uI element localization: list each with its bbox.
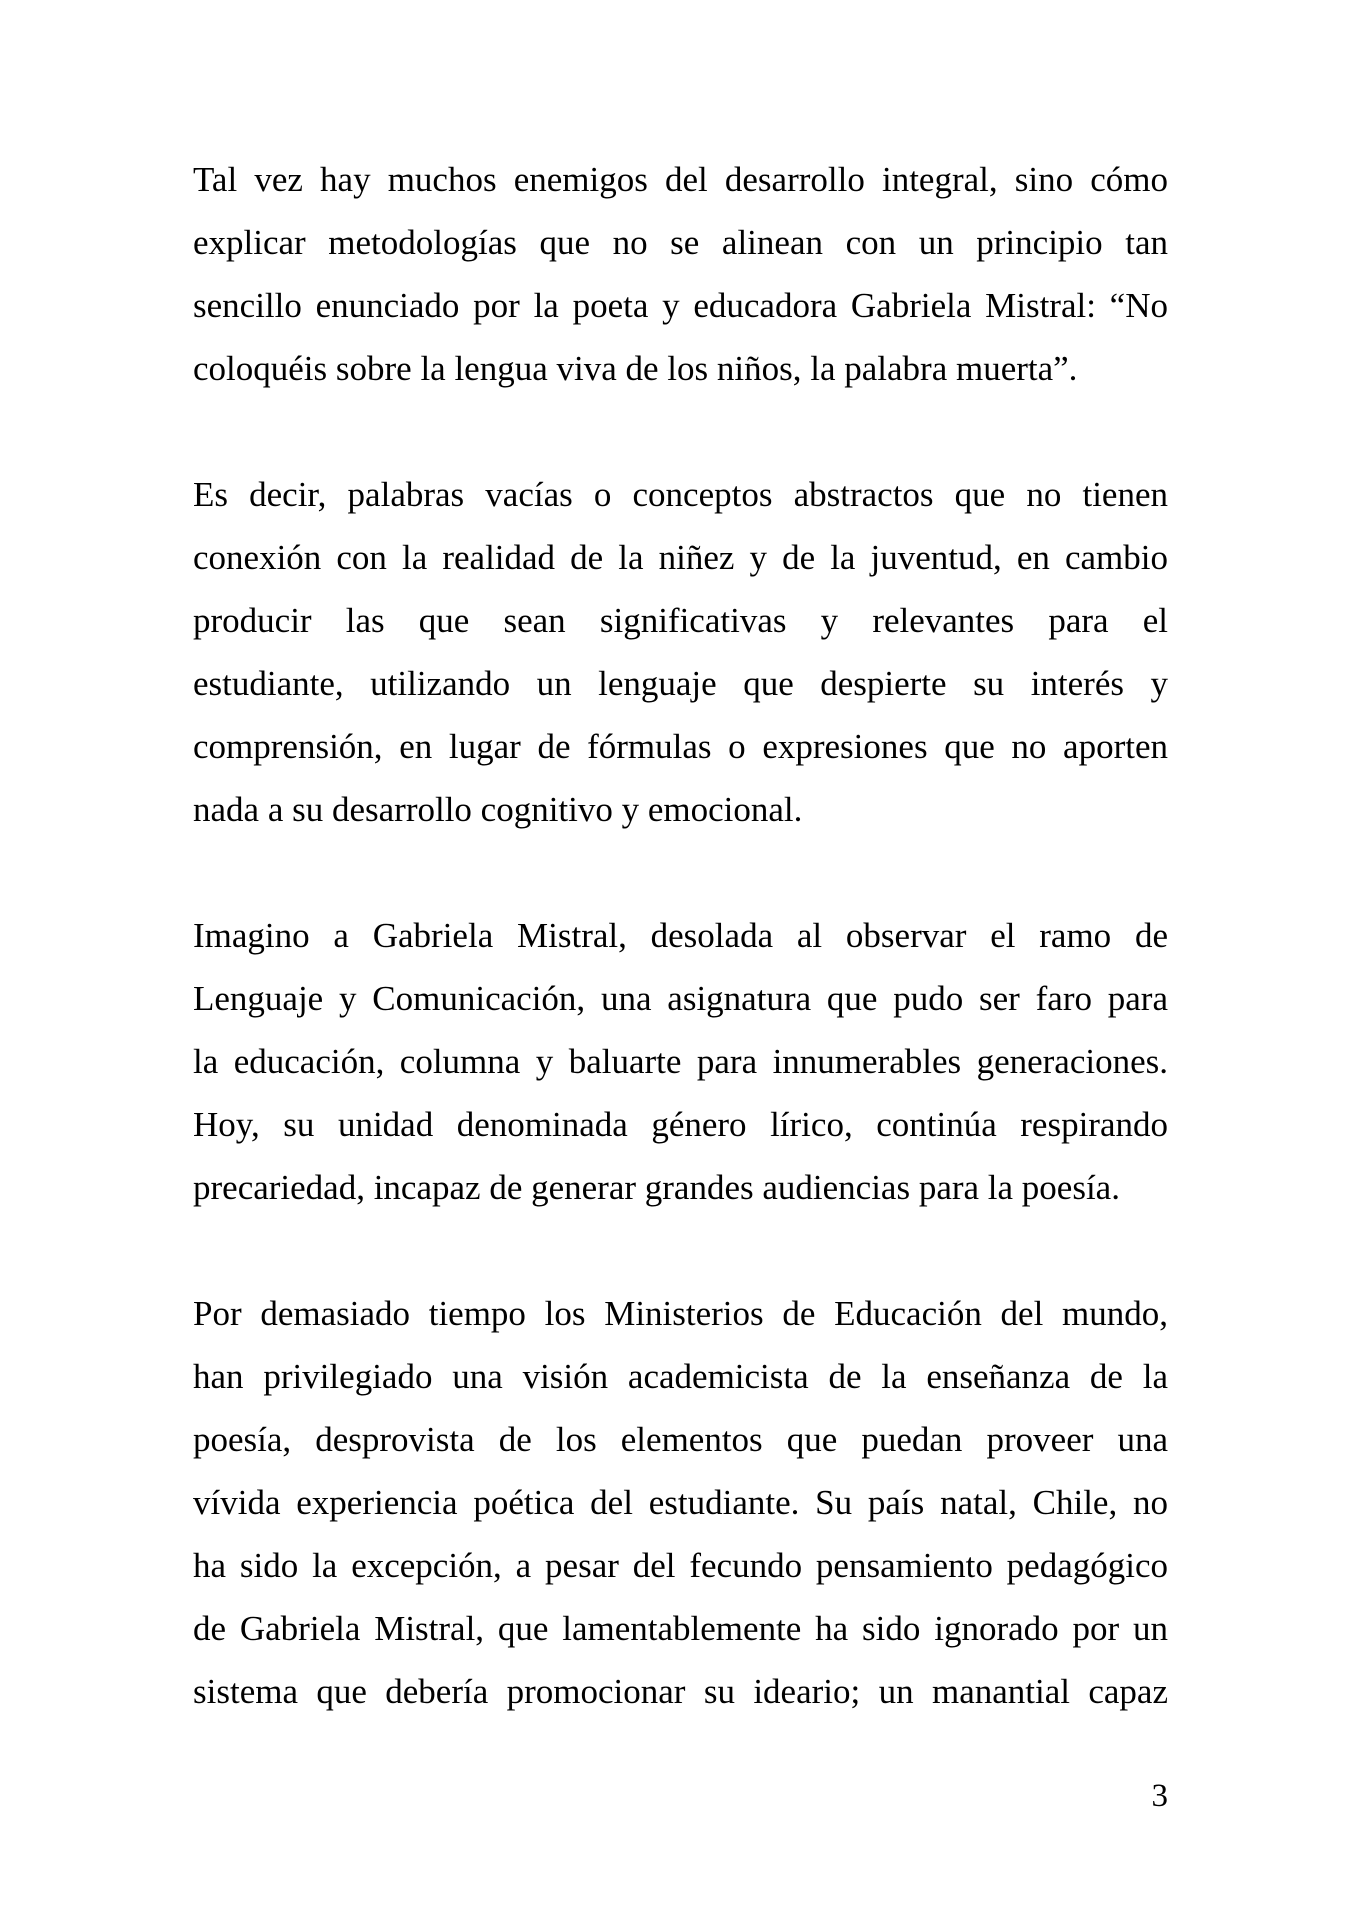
text-line: conexión con la realidad de la niñez y de la juventud, en cambio bbox=[193, 538, 1168, 577]
text-line: de Gabriela Mistral, que lamentablemente ha sido ignorado por un bbox=[193, 1609, 1168, 1648]
text-line: Hoy, su unidad denominada género lírico, continúa respirando bbox=[193, 1105, 1168, 1144]
text-line: producir las que sean significativas y relevantes para el bbox=[193, 601, 1168, 640]
text-line: sistema que debería promocionar su ideario; un manantial capaz bbox=[193, 1672, 1168, 1711]
text-line: precariedad, incapaz de generar grandes audiencias para la poesía. bbox=[193, 1168, 1120, 1207]
paragraph bbox=[193, 148, 1168, 400]
text-line: han privilegiado una visión academicista de la enseñanza de la bbox=[193, 1357, 1168, 1396]
text-line: comprensión, en lugar de fórmulas o expresiones que no aporten bbox=[193, 727, 1168, 766]
page-number: 3 bbox=[1151, 1778, 1168, 1814]
text-line: la educación, columna y baluarte para innumerables generaciones. bbox=[193, 1042, 1168, 1081]
text-line: Imagino a Gabriela Mistral, desolada al observar el ramo de bbox=[193, 916, 1168, 955]
text-line: estudiante, utilizando un lenguaje que despierte su interés y bbox=[193, 664, 1168, 703]
text-line: Lenguaje y Comunicación, una asignatura que pudo ser faro para bbox=[193, 979, 1168, 1018]
text-line: poesía, desprovista de los elementos que puedan proveer una bbox=[193, 1420, 1168, 1459]
document-text-block bbox=[193, 148, 1168, 1786]
paragraph bbox=[193, 1282, 1168, 1723]
text-line: Por demasiado tiempo los Ministerios de Educación del mundo, bbox=[193, 1294, 1168, 1333]
text-line: Es decir, palabras vacías o conceptos abstractos que no tienen bbox=[193, 475, 1168, 514]
text-line: sencillo enunciado por la poeta y educadora Gabriela Mistral: “No bbox=[193, 286, 1168, 325]
text-line: vívida experiencia poética del estudiante. Su país natal, Chile, no bbox=[193, 1483, 1168, 1522]
text-line: coloquéis sobre la lengua viva de los niños, la palabra muerta”. bbox=[193, 349, 1078, 388]
paragraph bbox=[193, 463, 1168, 841]
paragraph bbox=[193, 904, 1168, 1219]
text-line: explicar metodologías que no se alinean con un principio tan bbox=[193, 223, 1168, 262]
text-line: ha sido la excepción, a pesar del fecundo pensamiento pedagógico bbox=[193, 1546, 1168, 1585]
text-line: Tal vez hay muchos enemigos del desarrollo integral, sino cómo bbox=[193, 160, 1168, 199]
text-line: nada a su desarrollo cognitivo y emocional. bbox=[193, 790, 803, 829]
